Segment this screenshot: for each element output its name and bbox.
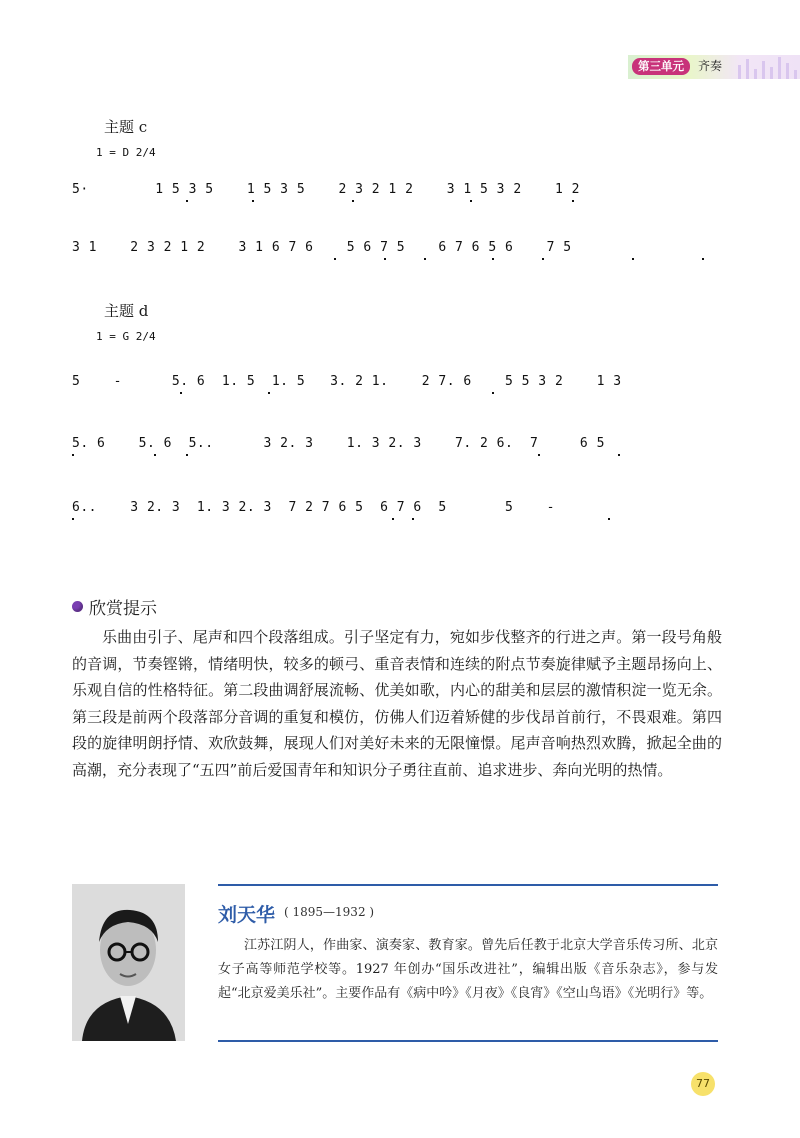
theme-d-meter: 1 = G 2/4 (96, 330, 156, 343)
theme-d-line-3: 6.. 3 2. 3 1. 3 2. 3 7 2 7 6 5 6 7 6 5 5 - (72, 500, 555, 515)
bio-bottom-rule (218, 1040, 718, 1042)
theme-d-title: 主题 d (104, 302, 149, 320)
appreciation-heading (72, 594, 157, 619)
theme-c-line-2: 3 1 2 3 2 1 2 3 1 6 7 6 5 6 7 5 6 7 6 5 6 7 5 (72, 240, 572, 255)
unit-label: 第三单元 (632, 58, 690, 75)
theme-c-meter: 1 = D 2/4 (96, 146, 156, 159)
portrait-photo (72, 884, 185, 1041)
theme-d-line-1: 5 - 5. 6 1. 5 1. 5 3. 2 1. 2 7. 6 5 5 3 2 1 3 (72, 374, 622, 389)
bullet-icon (72, 601, 83, 612)
appreciation-text (72, 624, 722, 783)
unit-subtitle: 齐奏 (698, 59, 723, 73)
appreciation-paragraph: 乐曲由引子、尾声和四个段落组成。引子坚定有力，宛如步伐整齐的行进之声。第一段号角般的音调，节奏铿锵，情绪明快，较多的顿弓、重音表情和连续的附点节奏旋律赋予主题昂扬向上、乐观自信的性格特征。第二段曲调舒展流畅、优美如歌，内心的甜美和层层的激情积淀一览无余。第三段是前两个段落部分音调的重复和模仿，仿佛人们迈着矫健的步伐昂首前行，不畏艰难。第四段的旋律明朗抒情、欢欣鼓舞，展现人们对美好未来的无限憧憬。尾声音响热烈欢腾，掀起全曲的高潮，充分表现了“五四”前后爱国青年和知识分子勇往直前、追求进步、奔向光明的热情。 (72, 628, 722, 779)
theme-c-title: 主题 c (104, 118, 148, 136)
portrait-icon (72, 884, 185, 1041)
unit-header (628, 55, 800, 79)
theme-d-line-2: 5. 6 5. 6 5.. 3 2. 3 1. 3 2. 3 7. 2 6. 7 6 5 (72, 436, 605, 451)
bio-name: 刘天华 (218, 904, 276, 926)
bio-paragraph: 江苏江阴人，作曲家、演奏家、教育家。曾先后任教于北京大学音乐传习所、北京女子高等师范学校等。1927 年创办“国乐改进社”，编辑出版《音乐杂志》，参与发起“北京爱美乐社”。主要作品有《病中吟》《月夜》《良宵》《空山鸟语》《光明行》等。 (218, 938, 718, 1001)
bio-years: ( 1895—1932 ) (284, 905, 375, 919)
appreciation-heading-text: 欣赏提示 (89, 599, 157, 619)
bio-text (218, 934, 718, 1006)
page-number: 77 (691, 1072, 715, 1096)
theme-c-line-1: 5· 1 5 3 5 1 5 3 5 2 3 2 1 2 3 1 5 3 2 1 2 (72, 182, 580, 197)
bio-top-rule (218, 884, 718, 886)
